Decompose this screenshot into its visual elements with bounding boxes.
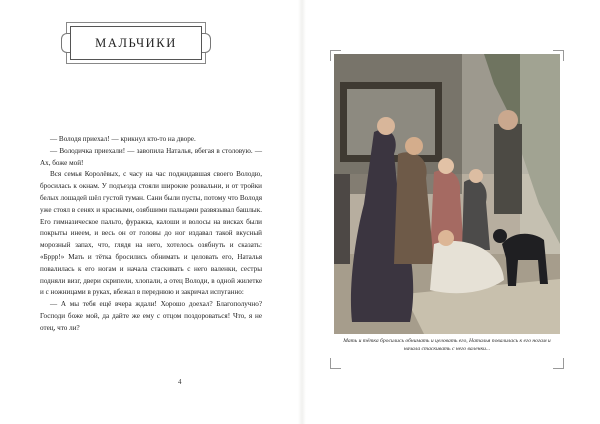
illustration <box>334 54 560 334</box>
child-in-grey <box>462 179 490 250</box>
illustration-caption: Мать и тётка бросились обнимать и целовать его, Наталья повалилась к его ногам и начала стаскивать с него валенки... <box>343 338 551 353</box>
dog-head <box>493 229 507 243</box>
paragraph: Вся семья Королёвых, с часу на час поджидавшая своего Володю, бросилась к окнам. У подъезда стояли широкие розвальни, и от тройки белых лошадей шёл густой туман. Сани были пусты, потому что Володя уже стоял в сенях и красными, озябшими пальцами развязывал башлык. Его гимназическое пальто, фуражка, калоши и волосы на висках были покрыты инеем, и весь он от головы до ног издавал такой вкусный морозный запах, что, глядя на него, хотелось озябнуть и сказать: «Бррр!» Мать и тётка бросились обнимать и целовать его, Наталья повалилась к его ногам и начала стаскивать с него валенки, сестры подняли визг, двери скрипели, хлопали, а отец Володи, в одной жилетке и с ножницами в руках, вбежал в переднюю и закричал испуганно: <box>40 170 262 297</box>
father-head <box>498 110 518 130</box>
paragraph: — А мы тебя ещё вчера ждали! Хорошо доехал? Благополучно? Господи боже мой, да дайте же ему с отцом поздороваться! Что, я не отец, что ли? <box>40 300 262 332</box>
child-head <box>469 169 483 183</box>
crop-mark-bottom-left <box>330 358 341 369</box>
edge-figure <box>334 174 350 264</box>
father-figure <box>494 124 522 214</box>
boy-head <box>405 137 423 155</box>
maid-head <box>438 230 454 246</box>
woman-head <box>377 117 395 135</box>
paragraph: — Володя приехал! — крикнул кто-то на дворе. <box>50 135 196 143</box>
chapter-body-text <box>40 134 262 335</box>
illustration-painting <box>334 54 560 334</box>
page-number: 4 <box>178 378 182 386</box>
chapter-title-frame <box>70 26 202 60</box>
book-gutter <box>298 0 306 424</box>
girl-head <box>438 158 454 174</box>
chapter-title: МАЛЬЧИКИ <box>95 35 177 50</box>
paragraph: — Володичка приехали! — завопила Наталья, вбегая в столовую. — Ах, боже мой! <box>40 146 262 167</box>
crop-mark-bottom-right <box>553 358 564 369</box>
